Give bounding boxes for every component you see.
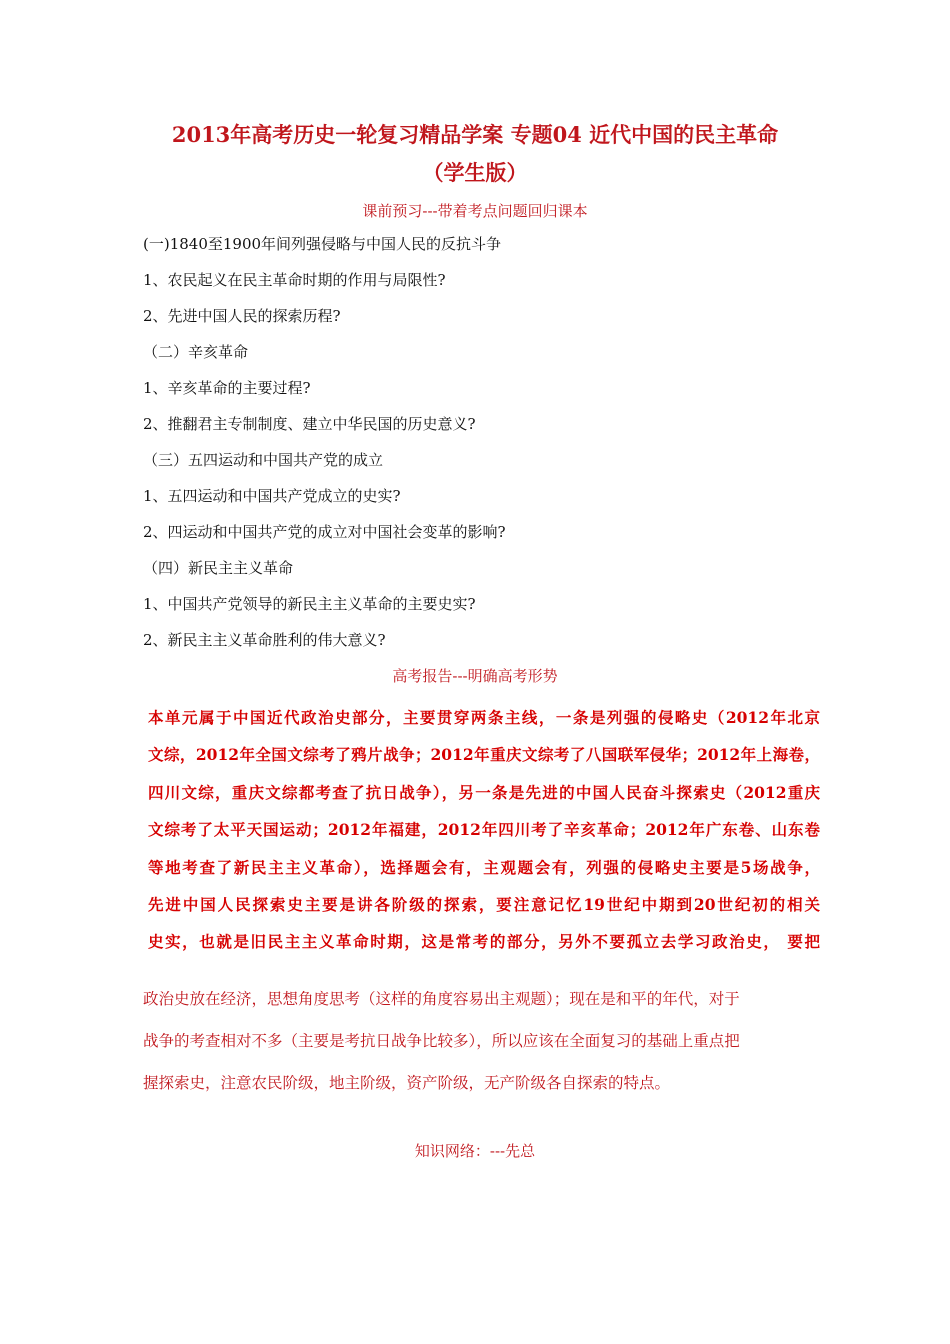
list-item: 1、中国共产党领导的新民主主义革命的主要史实?	[143, 595, 476, 613]
report-line: 史实，也就是旧民主主义革命时期，这是常考的部分，另外不要孤立去学习政治史， 要把	[148, 932, 820, 952]
report-line: 文综考了太平天国运动；2012年福建，2012年四川考了辛亥革命；2012年广东卷、山东卷	[148, 820, 820, 840]
list-item: 2、先进中国人民的探索历程?	[143, 307, 341, 325]
document-subtitle: （学生版）	[422, 160, 528, 185]
network-heading: 知识网络：---先总	[414, 1142, 536, 1160]
analysis-line: 政治史放在经济，思想角度思考（这样的角度容易出主观题）；现在是和平的年代，对于	[143, 990, 740, 1008]
document-title: 2013年高考历史一轮复习精品学案 专题04 近代中国的民主革命	[171, 122, 779, 147]
list-item: （二）辛亥革命	[143, 343, 249, 361]
report-line: 先进中国人民探索史主要是讲各阶级的探索，要注意记忆19世纪中期到20世纪初的相关	[148, 895, 820, 915]
analysis-line: 握探索史，注意农民阶级，地主阶级，资产阶级，无产阶级各自探索的特点。	[143, 1074, 671, 1092]
list-item: (一)1840至1900年间列强侵略与中国人民的反抗斗争	[143, 235, 502, 253]
list-item: 1、辛亥革命的主要过程?	[143, 379, 311, 397]
list-item: 1、五四运动和中国共产党成立的史实?	[143, 487, 401, 505]
list-item: 2、四运动和中国共产党的成立对中国社会变革的影响?	[143, 523, 506, 541]
report-line: 文综，2012年全国文综考了鸦片战争；2012年重庆文综考了八国联军侵华；2012年上海卷，	[148, 745, 820, 765]
analysis-line: 战争的考查相对不多（主要是考抗日战争比较多），所以应该在全面复习的基础上重点把	[143, 1032, 740, 1050]
list-item: 1、农民起义在民主革命时期的作用与局限性?	[143, 271, 446, 289]
report-line: 本单元属于中国近代政治史部分，主要贯穿两条主线，一条是列强的侵略史（2012年北京	[148, 708, 820, 727]
list-item: （三）五四运动和中国共产党的成立	[143, 451, 384, 469]
preview-heading: 课前预习---带着考点问题回归课本	[362, 202, 588, 220]
list-item: 2、新民主主义革命胜利的伟大意义?	[143, 631, 386, 649]
list-item: （四）新民主主义革命	[143, 559, 294, 577]
report-block	[148, 699, 820, 961]
list-item: 2、推翻君主专制制度、建立中华民国的历史意义?	[143, 415, 476, 433]
report-heading: 高考报告---明确高考形势	[392, 667, 558, 685]
report-line: 等地考查了新民主主义革命），选择题会有，主观题会有，列强的侵略史主要是5场战争，	[148, 857, 820, 877]
analysis-block	[143, 978, 813, 1104]
report-line: 四川文综，重庆文综都考查了抗日战争），另一条是先进的中国人民奋斗探索史（2012重庆	[148, 782, 820, 802]
